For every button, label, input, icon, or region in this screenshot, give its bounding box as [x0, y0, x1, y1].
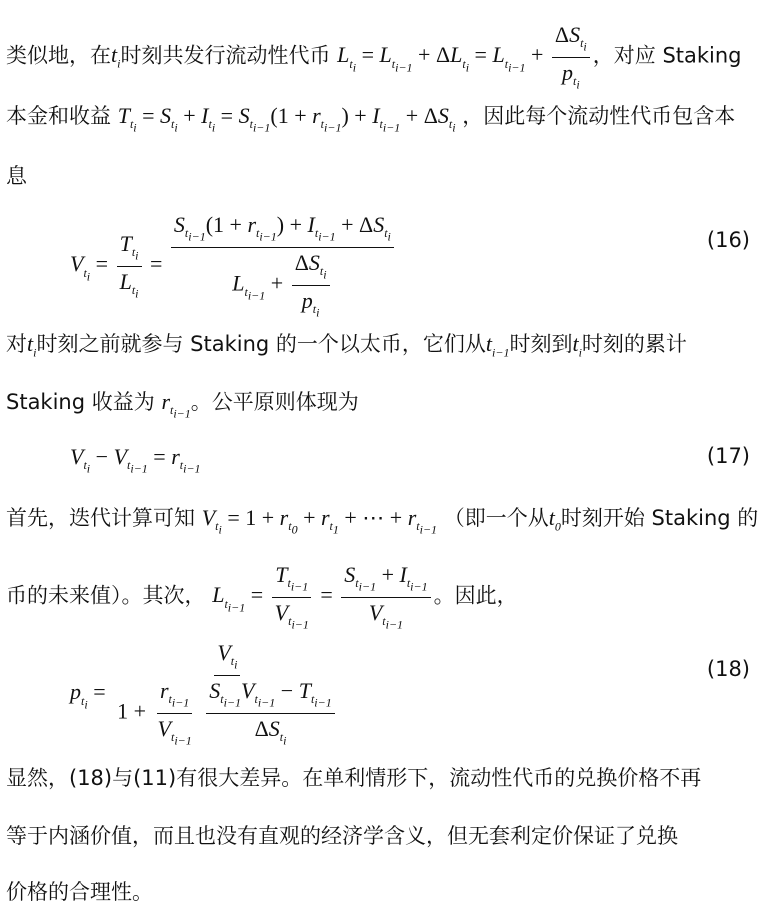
para4-line3: [6, 876, 774, 904]
math-total-staking: $T_{t_i} = S_{t_i} + I_{t_i} = S_{t_{i-1}}(1 + r_{t_{i-1}}) + I_{t_{i-1}} + \Delta S_{t_i}$: [117, 103, 456, 135]
text: 时刻共发行流动性代币: [120, 43, 331, 68]
text: 时刻的累计: [581, 332, 687, 356]
text: 类似地，在: [6, 43, 111, 68]
text: 息: [6, 164, 27, 188]
math-t0: $t_0$: [548, 505, 561, 534]
para2-line1: [6, 328, 774, 360]
text: 时刻到: [509, 332, 573, 356]
para4-line1: [6, 762, 774, 792]
math-r: $r_{t_{i-1}}$: [161, 389, 191, 421]
equation-number-17: (17): [706, 444, 750, 468]
para1-line3: [6, 160, 774, 190]
para4-line2: [6, 820, 774, 850]
math-liquidity-tokens: $L_{t_i} = L_{t_{i-1}} + \Delta L_{t_i} = L_{t_{i-1}}$ + $\frac{\Delta S_{t_i}}{p_{t_i}}$: [337, 42, 593, 67]
text: 币的未来值）。其次，: [6, 583, 206, 608]
text: ，对应 Staking: [592, 43, 742, 68]
math-l-prev: $L_{t_{i-1}}$ = $\frac{T_{t_{i-1}}}{V_{t_{i-1}}}$ = $\frac{S_{t_{i-1}} + I_{t_{i-1}}}{V_{t_{i-1}}}$: [212, 582, 433, 607]
text: （即一个从: [443, 506, 549, 530]
text: 价格的合理性。: [6, 880, 153, 904]
equation-number-16: (16): [706, 228, 750, 252]
text: 。因此，: [433, 583, 518, 608]
para2-line2: [6, 386, 774, 422]
text: 首先，迭代计算可知: [6, 506, 195, 530]
text: 对: [6, 332, 27, 356]
para3-line1: [6, 502, 774, 538]
equation-18: $p_{t_i}$ = $V_{t_i}$ 1 + $\frac{r_{t_{i-1}}}{V_{t_{i-1}}}$ $\frac{S_{t_{i-1}}V_{t_{i-1}} - T_{t_{i-1}}}{\Delta S_{t_i}}$: [70, 640, 344, 748]
math-t-i: $t_i$: [572, 331, 582, 360]
equation-number-18: (18): [706, 657, 750, 681]
text: 显然，(18)与(11)有很大差异。在单利情形下，流动性代币的兑换价格不再: [6, 766, 702, 790]
math-t-i: $t_i$: [111, 42, 121, 71]
text: Staking 收益为: [6, 390, 155, 414]
text: 时刻开始 Staking 的: [560, 506, 759, 530]
para1-line2: [6, 100, 774, 136]
para1-line1: [6, 22, 774, 93]
math-t-i: $t_i$: [27, 331, 37, 360]
equation-16: $V_{t_i}$ = $\frac{T_{t_i}}{L_{t_i}}$ = $S_{t_{i-1}}(1 + r_{t_{i-1}}) + I_{t_{i-1}} + \Delta S_{t_i}$ $L_{t_{i-1}}$ + $\frac{\Delta S_{t_i}}{p_{t_i}}$: [70, 212, 397, 320]
text: 等于内涵价值，而且也没有直观的经济学含义，但无套利定价保证了兑换: [6, 824, 678, 848]
equation-17: $V_{t_i} - V_{t_{i-1}} = r_{t_{i-1}}$: [70, 444, 201, 476]
para3-line2: [6, 562, 774, 633]
text: ，因此每个流动性代币包含本: [462, 104, 736, 128]
text: 。公平原则体现为: [190, 390, 359, 414]
math-v-iterative: $V_{t_i} = 1 + r_{t_0} + r_{t_1}$ + ⋯ + $r_{t_{i-1}}$: [201, 505, 438, 537]
text: 本金和收益: [6, 104, 111, 128]
text: 时刻之前就参与 Staking 的一个以太币，它们从: [36, 332, 486, 356]
math-t-i-minus-1: $t_{i-1}$: [485, 331, 510, 360]
